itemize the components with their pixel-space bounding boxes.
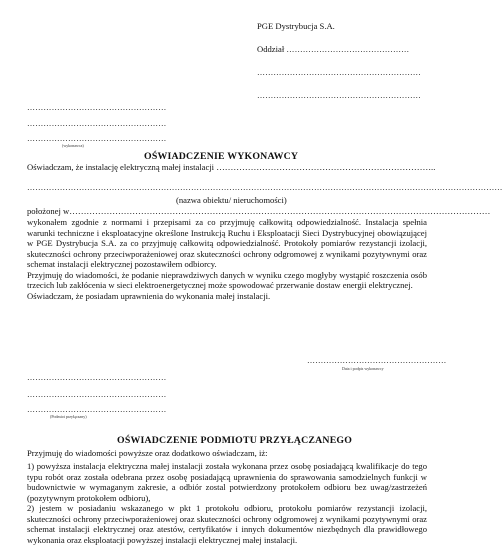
addressee-company: PGE Dystrybucja S.A. — [257, 21, 335, 31]
branch-label: Oddział — [257, 44, 285, 54]
contractor-statement-title: OŚWIADCZENIE WYKONAWCY — [144, 151, 299, 162]
applicant-dots-3: …………………………………………… — [27, 405, 167, 414]
contractor-dots-2: …………………………………………… — [27, 119, 167, 128]
applicant-dots-2: …………………………………………… — [27, 390, 167, 399]
contractor-line-3: położonej w………………………………………………………………………………………………………………………………… — [27, 206, 491, 216]
contractor-signature-caption: Data i podpis wykonawcy — [342, 366, 384, 371]
contractor-paragraph-block — [27, 217, 427, 301]
contractor-dots-1: …………………………………………… — [27, 103, 167, 112]
applicant-item-2: 2) jestem w posiadaniu wskazanego w pkt 1 protokołu odbioru, protokołu pomiarów rezystancji izolacji, skuteczności ochrony przeciwporażeniowej oraz skuteczności ochrony odgromowej z wynikami pozytywnymi oraz schemat instalacji elektrycznej oraz atestów, certyfikatów i innych dokumentów niezbędnych dla prawidłowego wykonania oraz eksploatacji powyższej instalacji elektrycznej małej instalacji. — [27, 503, 427, 545]
address-dots-2: …………………………………………………… — [257, 91, 421, 100]
contractor-dots-3: …………………………………………… — [27, 134, 167, 143]
applicant-statement-title: OŚWIADCZENIE PODMIOTU PRZYŁĄCZANEGO — [117, 435, 353, 446]
contractor-paragraph-1: wykonałem zgodnie z normami i przepisami za co przyjmuję całkowitą odpowiedzialność. Instalacja spełnia warunki techniczne i eksploatacyjne określone Instrukcją Ruchu i Eksploatacji Sieci Dystrybucyjnej obowiązującej w PGE Dystrybucja S.A. za co przyjmuję całkowitą odpowiedzialność. Protokoły pomiarów rezystancji izolacji, skuteczności ochrony przeciwporażeniowej oraz skuteczności ochrony odgromowej z wynikami pozytywnymi oraz schemat instalacji elektrycznej pozostawiłem odbiorcy. — [27, 217, 427, 269]
contractor-line-2: ………………………………………………………………………………………………………………………………………………………… — [27, 183, 503, 192]
address-dots-1: …………………………………………………… — [257, 68, 421, 77]
applicant-items — [27, 461, 427, 545]
contractor-line-1: Oświadczam, że instalację elektryczną małej instalacji ………………………………………………………………….. — [27, 162, 436, 172]
contractor-paragraph-3: Oświadczam, że posiadam uprawnienia do wykonania małej instalacji. — [27, 290, 271, 301]
branch-dots: ……………………………………… — [286, 45, 410, 54]
contractor-caption: (wykonawca) — [62, 143, 84, 148]
contractor-paragraph-2: Przyjmuję do wiadomości, że podanie nieprawdziwych danych w wyniku czego mogłyby wystąpić roszczenia osób trzecich lub zakłócenia w sieci elektroenergetycznej może spowodować przerwanie dostaw energii elektrycznej. — [27, 269, 427, 290]
applicant-caption: (Podmiot przyłączany) — [50, 414, 87, 419]
applicant-item-1: 1) powyższa instalacja elektryczna małej instalacji została wykonana przez osobę posiadającą kwalifikacje do tego typu robót oraz została odebrana przez osobę posiadającą uprawnienia do sprawowania samodzielnych funkcji w budownictwie w wymaganym zakresie, a odbiór zostal potwierdzony protokołem odbioru bez uwag/zastrzeżeń (pozytywnym protokołem odbioru), — [27, 461, 427, 503]
branch-line — [257, 44, 409, 56]
applicant-intro: Przyjmuję do wiadomości powyższe oraz dodatkowo oświadczam, iż: — [27, 448, 268, 458]
object-caption: (nazwa obiektu/ nieruchomości) — [176, 195, 287, 205]
applicant-dots-1: …………………………………………… — [27, 373, 167, 382]
contractor-signature-dots: …………………………………………… — [307, 356, 447, 365]
